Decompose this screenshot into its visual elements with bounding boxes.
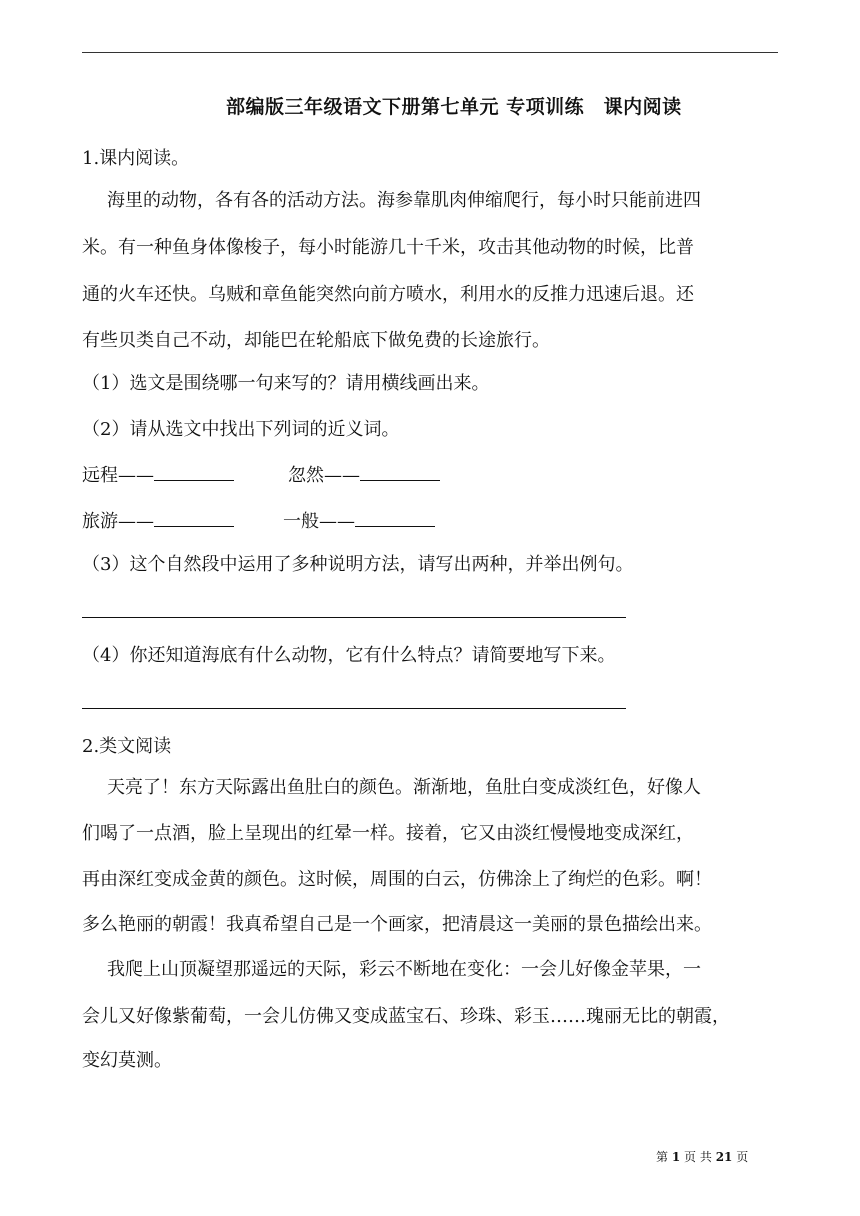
section2-heading: 2.类文阅读 bbox=[82, 736, 172, 757]
synonym-word: 远程—— bbox=[82, 465, 154, 486]
synonym-answer-blank[interactable] bbox=[154, 508, 234, 527]
current-page-number: 1 bbox=[671, 1150, 681, 1164]
total-page-count: 21 bbox=[715, 1150, 733, 1164]
synonym-answer-blank[interactable] bbox=[360, 462, 440, 481]
section1-para-line-2: 米。有一种鱼身体像梭子，每小时能游几十千米，攻击其他动物的时候，比普 bbox=[82, 237, 694, 258]
synonym-word: 旅游—— bbox=[82, 511, 154, 532]
synonym-answer-blank[interactable] bbox=[355, 508, 435, 527]
header-rule bbox=[82, 52, 778, 53]
section2-para2-line-1: 我爬上山顶凝望那遥远的天际，彩云不断地在变化：一会儿好像金苹果，一 bbox=[107, 959, 701, 980]
section2-para1-line-1: 天亮了！东方天际露出鱼肚白的颜色。渐渐地，鱼肚白变成淡红色，好像人 bbox=[107, 777, 701, 798]
synonym-row-2 bbox=[288, 462, 440, 488]
synonym-answer-blank[interactable] bbox=[154, 462, 234, 481]
section2-para2-line-3: 变幻莫测。 bbox=[82, 1050, 172, 1071]
footer-suffix: 页 bbox=[736, 1150, 749, 1164]
question-4: （4）你还知道海底有什么动物，它有什么特点？请简要地写下来。 bbox=[82, 645, 616, 666]
answer-line-q4[interactable] bbox=[82, 708, 626, 709]
question-1: （1）选文是围绕哪一句来写的？请用横线画出来。 bbox=[82, 373, 490, 394]
synonym-word: 一般—— bbox=[283, 511, 355, 532]
synonym-row-1 bbox=[82, 462, 234, 488]
section2-para1-line-3: 再由深红变成金黄的颜色。这时候，周围的白云，仿佛涂上了绚烂的色彩。啊！ bbox=[82, 869, 712, 890]
question-3: （3）这个自然段中运用了多种说明方法，请写出两种，并举出例句。 bbox=[82, 554, 634, 575]
section2-para1-line-2: 们喝了一点酒，脸上呈现出的红晕一样。接着，它又由淡红慢慢地变成深红， bbox=[82, 823, 694, 844]
synonym-word: 忽然—— bbox=[288, 465, 360, 486]
synonym-row-4 bbox=[283, 508, 435, 534]
synonym-row-3 bbox=[82, 508, 234, 534]
section2-para1-line-4: 多么艳丽的朝霞！我真希望自己是一个画家，把清晨这一美丽的景色描绘出来。 bbox=[82, 914, 712, 935]
answer-line-q3[interactable] bbox=[82, 617, 626, 618]
section1-para-line-1: 海里的动物，各有各的活动方法。海参靠肌肉伸缩爬行，每小时只能前进四 bbox=[107, 190, 701, 211]
section1-para-line-3: 通的火车还快。乌贼和章鱼能突然向前方喷水，利用水的反推力迅速后退。还 bbox=[82, 284, 694, 305]
section1-para-line-4: 有些贝类自己不动，却能巴在轮船底下做免费的长途旅行。 bbox=[82, 330, 550, 351]
page-title: 部编版三年级语文下册第七单元 专项训练 课内阅读 bbox=[226, 96, 682, 118]
footer-mid: 页 共 bbox=[684, 1150, 712, 1164]
page-number-footer bbox=[656, 1148, 748, 1165]
section2-para2-line-2: 会儿又好像紫葡萄，一会儿仿佛又变成蓝宝石、珍珠、彩玉……瑰丽无比的朝霞， bbox=[82, 1006, 730, 1027]
section1-heading: 1.课内阅读。 bbox=[82, 148, 190, 169]
footer-prefix: 第 bbox=[656, 1150, 669, 1164]
question-2: （2）请从选文中找出下列词的近义词。 bbox=[82, 419, 400, 440]
